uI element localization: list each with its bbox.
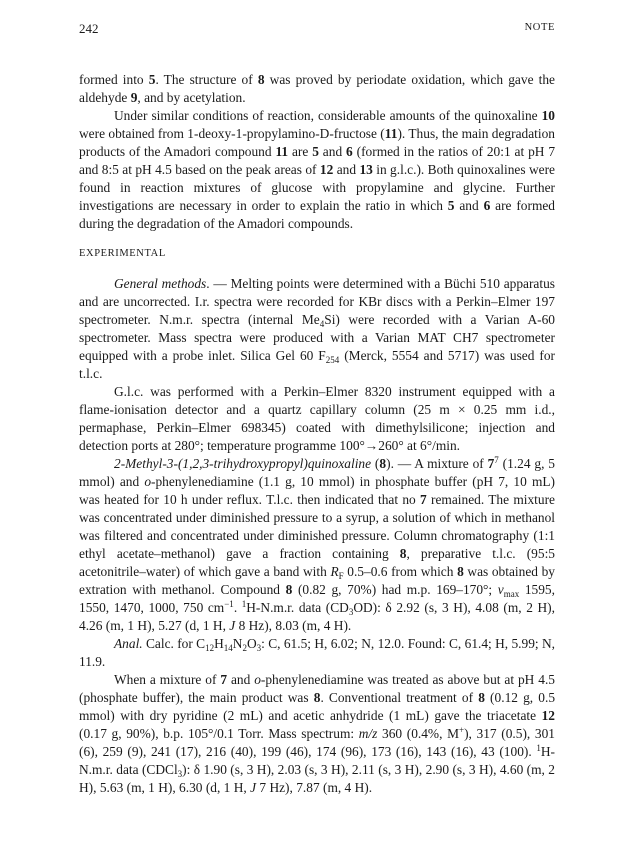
paragraph-elemental-analysis: Anal. Calc. for $C_{12}H_{14}N_2O_3$: C, 61.5; H, 6.02; N, 12.0. Found: C, 61.4; H, 5.99; N, 11.9.	[79, 636, 556, 669]
paragraph-continuation: formed into 5. The structure of 8 was proved by periodate oxidation, which gave the aldehyde 9, and by acetylation.	[79, 72, 555, 105]
running-head: NOTE	[524, 22, 555, 33]
paragraph-triacetate: When a mixture of 7 and o-phenylenediamine was treated as above but at pH 4.5 (phosphate buffer), the main product was 8. Conventional treatment of 8 (0.12 g, 0.5 mmol) with dry pyridine (2 mL) and acetic anhydride (1 mL) gave the triacetate 12 (0.17 g, 90%), b.p. 105°/0.1 Torr. Mass spectrum: m/z 360 (0.4%, M+), 317 (0.5), 301 (6), 259 (9), 241 (17), 216 (40), 199 (46), 174 (96), 173 (16), 143 (16), 43 (100). $^1$H-N.m.r. data (CDCl$_3$): δ 1.90 (s, 3 H), 2.03 (s, 3 H), 2.11 (s, 3 H), 2.90 (s, 3 H), 4.60 (m, 2 H), 5.63 (m, 1 H), 6.30 (d, 1 H, J 7 Hz), 7.87 (m, 4 H).	[79, 672, 556, 795]
paragraph-quinoxaline-results: Under similar conditions of reaction, considerable amounts of the quinoxaline 10 were obtained from 1-deoxy-1-propylamino-D-fructose (11). Thus, the main degradation products of the Amadori compound 11 are 5 and 6 (formed in the ratios of 20:1 at pH 7 and 8:5 at pH 4.5 based on the peak areas of 12 and 13 in g.l.c.). Both quinoxalines were found in reaction mixtures of glucose with propylamine and glycine. Further investigations are necessary in order to explain the ratio in which 5 and 6 are formed during the degradation of the Amadori compounds.	[79, 108, 556, 231]
paragraph-general-methods: General methods. — Melting points were determined with a Büchi 510 apparatus and are uncorrected. I.r. spectra were recorded for KBr discs with a Perkin–Elmer 197 spectrometer. N.m.r. spectra (internal $Me_4Si$) were recorded with a Varian A-60 spectrometer. Mass spectra were produced with a Varian MAT CH7 spectrometer equipped with a probe inlet. Silica Gel 60 $F_{254}$ (Merck, 5554 and 5717) was used for t.l.c.	[79, 276, 556, 381]
section-heading-experimental: EXPERIMENTAL	[79, 248, 166, 259]
paragraph-glc: G.l.c. was performed with a Perkin–Elmer 8320 instrument equipped with a flame-ionisation detector and a quartz capillary column (25 m × 0.25 mm i.d., permaphase, Perkin–Elmer 698345) coated with dimethylsilicone; injection and detection ports at 280°; temperature programme 100°→260° at 6°/min.	[79, 384, 555, 453]
page-number: 242	[79, 21, 99, 36]
paragraph-compound-8-synthesis: 2-Methyl-3-(1,2,3-trihydroxypropyl)quinoxaline (8). — A mixture of $7^7$ (1.24 g, 5 mmol) and o-phenylenediamine (1.1 g, 10 mmol) in phosphate buffer (pH 7, 10 mL) was heated for 10 h under reflux. T.l.c. then indicated that no 7 remained. The mixture was concentrated under diminished pressure to a syrup, a solution of which in methanol was filtered and concentrated under diminished pressure. Column chromatography (1:1 ethyl acetate–methanol) gave a fraction containing 8, preparative t.l.c. (95:5 acetonitrile–water) of which gave a band with $R_F$ 0.5–0.6 from which 8 was obtained by extration with methanol. Compound 8 (0.82 g, 70%) had m.p. 169–170°; $\nu_{max}$ 1595, 1550, 1470, 1000, 750 $cm^{-1}$. $^1$H-N.m.r. data $(CD_3OD)$: δ 2.92 (s, 3 H), 4.08 (m, 2 H), 4.26 (m, 1 H), 5.27 (d, 1 H, J 8 Hz), 8.03 (m, 4 H).	[79, 455, 555, 633]
article-body	[79, 71, 555, 797]
page-header	[79, 21, 555, 39]
